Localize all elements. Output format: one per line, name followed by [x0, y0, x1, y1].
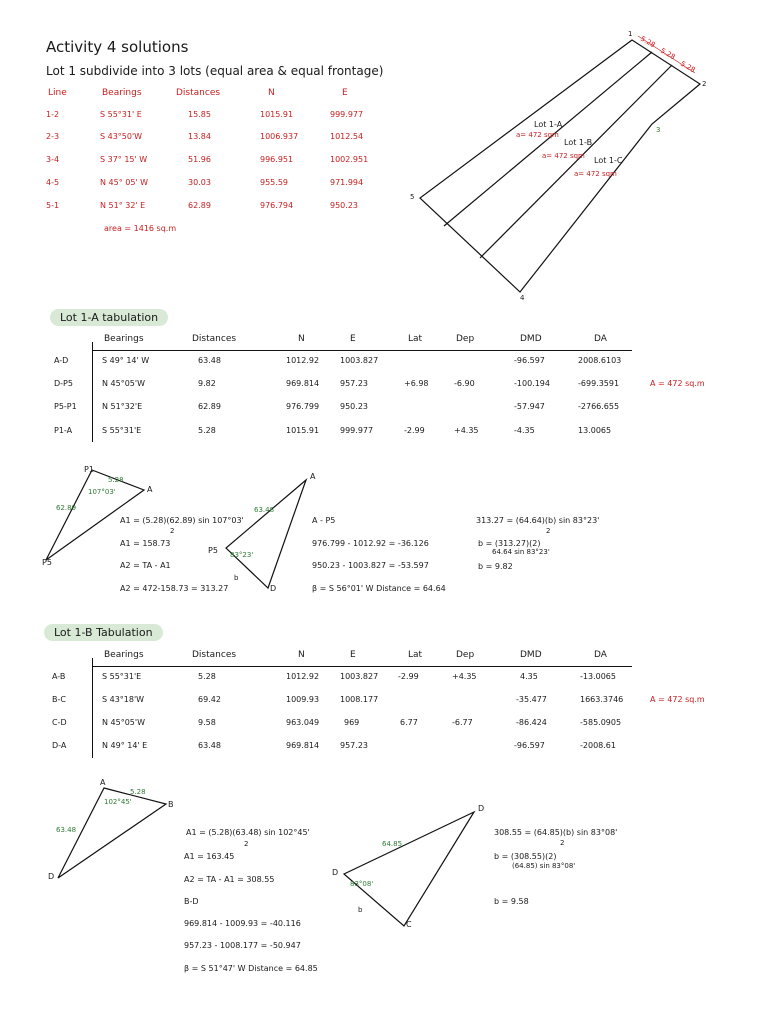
- cell: 1012.54: [330, 132, 364, 141]
- cell: -699.3591: [578, 379, 620, 388]
- cell: -96.597: [514, 356, 545, 365]
- cell: 69.42: [198, 695, 221, 704]
- cell: -2.99: [404, 426, 425, 435]
- cell: S 37° 15' W: [100, 155, 148, 164]
- lot1b-heading: Lot 1-B Tabulation: [44, 624, 163, 641]
- col-e: E: [350, 334, 356, 344]
- cell: 1015.91: [286, 426, 320, 435]
- row-label: D-A: [52, 741, 67, 750]
- cell: -57.947: [514, 402, 545, 411]
- col-line: Line: [48, 88, 67, 98]
- col-dep: Dep: [456, 650, 475, 660]
- calc-line: A1 = 163.45: [184, 852, 235, 861]
- calc-line: 969.814 - 1009.93 = -40.116: [184, 919, 301, 928]
- cell: 969.814: [286, 741, 320, 750]
- angle-label: 102°45': [104, 798, 132, 806]
- lot1b-label: Lot 1-B: [564, 138, 593, 147]
- cell: 955.59: [260, 178, 288, 187]
- vertex-a: A: [100, 778, 106, 787]
- cell: 30.03: [188, 178, 211, 187]
- cell: 13.84: [188, 132, 211, 141]
- calc-line: 64.64 sin 83°23': [492, 548, 550, 556]
- cell: 969.814: [286, 379, 320, 388]
- row-label: P5-P1: [54, 402, 77, 411]
- row-label: D-P5: [54, 379, 73, 388]
- cell: N 51° 32' E: [100, 201, 146, 210]
- col-da: DA: [594, 334, 607, 344]
- cell: 5.28: [198, 426, 216, 435]
- calc-line: 950.23 - 1003.827 = -53.597: [312, 561, 429, 570]
- cell: 963.049: [286, 718, 320, 727]
- cell: 15.85: [188, 110, 211, 119]
- calc-line: 2: [546, 527, 551, 535]
- cell: 999.977: [330, 110, 364, 119]
- cell: -6.90: [454, 379, 475, 388]
- cell: 4.35: [520, 672, 538, 681]
- col-n: N: [268, 88, 275, 98]
- frontage-1: 5.28: [639, 34, 657, 50]
- cell: 1012.92: [286, 672, 320, 681]
- lot1a-area-label: a= 472 sqm: [516, 131, 559, 139]
- lot1b-area-label: a= 472 sqm: [542, 152, 585, 160]
- col-e: E: [342, 88, 348, 98]
- cell: 971.994: [330, 178, 364, 187]
- cell: -86.424: [516, 718, 547, 727]
- calc-line: A - P5: [312, 516, 336, 525]
- corner-label-2: 2: [702, 80, 707, 88]
- cell: -96.597: [514, 741, 545, 750]
- col-dmd: DMD: [520, 650, 542, 660]
- vertex-d: D: [332, 868, 339, 877]
- cell: 999.977: [340, 426, 374, 435]
- page-subtitle: Lot 1 subdivide into 3 lots (equal area & equal frontage): [46, 64, 384, 78]
- cell: 62.89: [188, 201, 211, 210]
- calc-line: (64.85) sin 83°08': [512, 862, 576, 870]
- cell: N 51°32'E: [102, 402, 143, 411]
- cell: -4.35: [514, 426, 535, 435]
- calc-line: A1 = 158.73: [120, 539, 171, 548]
- cell: 1006.937: [260, 132, 299, 141]
- cell: -100.194: [514, 379, 550, 388]
- frontage-2: 5.28: [659, 46, 677, 62]
- cell: 63.48: [198, 741, 221, 750]
- cell: 950.23: [330, 201, 358, 210]
- side-left: 62.89: [56, 504, 77, 512]
- corner-label-5: 5: [410, 193, 415, 201]
- cell: S 55°31'E: [102, 672, 142, 681]
- lot1c-label: Lot 1-C: [594, 156, 623, 165]
- side-b-label: b: [358, 906, 363, 914]
- angle-label: 83°08': [350, 880, 374, 888]
- side-label: 64.85: [382, 840, 403, 848]
- vertex-a: A: [147, 485, 153, 494]
- cell: N 45°05'W: [102, 379, 145, 388]
- cell: 957.23: [340, 741, 368, 750]
- vertex-c: C: [406, 920, 412, 929]
- cell: 3-4: [46, 155, 60, 164]
- cell: 13.0065: [578, 426, 612, 435]
- cell: 9.58: [198, 718, 216, 727]
- cell: 996.951: [260, 155, 294, 164]
- col-lat: Lat: [408, 650, 423, 660]
- cell: 62.89: [198, 402, 221, 411]
- vertex-p5: P5: [42, 558, 52, 567]
- calc-line: 2: [560, 839, 565, 847]
- lot1a-area: A = 472 sq.m: [650, 379, 705, 388]
- calc-line: β = S 51°47' W Distance = 64.85: [184, 964, 318, 973]
- cell: -35.477: [516, 695, 547, 704]
- cell: 1-2: [46, 110, 60, 119]
- cell: 1009.93: [286, 695, 320, 704]
- calc-line: 313.27 = (64.64)(b) sin 83°23': [476, 516, 600, 525]
- calc-line: A2 = 472-158.73 = 313.27: [120, 584, 229, 593]
- calc-line: b = 9.58: [494, 897, 529, 906]
- calc-line: b = (308.55)(2): [494, 852, 557, 861]
- vertex-p1: P1: [84, 465, 94, 474]
- col-e: E: [350, 650, 356, 660]
- side-top: 5.28: [108, 476, 124, 484]
- calc-line: 2: [244, 840, 249, 848]
- cell: 63.48: [198, 356, 221, 365]
- col-distances: Distances: [192, 650, 237, 660]
- vertex-d: D: [478, 804, 485, 813]
- cell: N 45°05'W: [102, 718, 145, 727]
- cell: 976.799: [286, 402, 320, 411]
- vertex-d: D: [270, 584, 277, 593]
- cell: 1003.827: [340, 672, 379, 681]
- calc-line: A1 = (5.28)(62.89) sin 107°03': [120, 516, 244, 525]
- cell: S 43°18'W: [102, 695, 145, 704]
- row-label: A-B: [52, 672, 66, 681]
- cell: S 49° 14' W: [102, 356, 150, 365]
- cell: +6.98: [404, 379, 429, 388]
- cell: -2008.61: [580, 741, 616, 750]
- cell: 5.28: [198, 672, 216, 681]
- angle-label: 107°03': [88, 488, 116, 496]
- cell: 5-1: [46, 201, 60, 210]
- angle-label: 83°23': [230, 551, 254, 559]
- calc-line: A2 = TA - A1: [120, 561, 171, 570]
- col-lat: Lat: [408, 334, 423, 344]
- row-label: C-D: [52, 718, 67, 727]
- lot1a-heading: Lot 1-A tabulation: [50, 309, 168, 326]
- cell: 51.96: [188, 155, 211, 164]
- page-title: Activity 4 solutions: [46, 38, 189, 56]
- cell: 1015.91: [260, 110, 294, 119]
- corner-label-3: 3: [656, 126, 661, 134]
- cell: -2.99: [398, 672, 419, 681]
- cell: 1002.951: [330, 155, 369, 164]
- cell: -6.77: [452, 718, 473, 727]
- lot1b-area: A = 472 sq.m: [650, 695, 705, 704]
- calc-line: B-D: [184, 897, 199, 906]
- calc-line: 2: [170, 527, 175, 535]
- col-bearings: Bearings: [104, 334, 144, 344]
- cell: N 45° 05' W: [100, 178, 149, 187]
- calc-line: 976.799 - 1012.92 = -36.126: [312, 539, 429, 548]
- cell: 957.23: [340, 379, 368, 388]
- row-label: A-D: [54, 356, 69, 365]
- cell: +4.35: [454, 426, 479, 435]
- cell: 2-3: [46, 132, 60, 141]
- frontage-3: 5.28: [679, 59, 697, 75]
- cell: 1012.92: [286, 356, 320, 365]
- side-b-label: b: [234, 574, 239, 582]
- vertex-b: B: [168, 800, 174, 809]
- cell: 4-5: [46, 178, 60, 187]
- row-label: P1-A: [54, 426, 73, 435]
- cell: 9.82: [198, 379, 216, 388]
- cell: 1003.827: [340, 356, 379, 365]
- cell: 6.77: [400, 718, 418, 727]
- cell: -13.0065: [580, 672, 616, 681]
- cell: S 43°50'W: [100, 132, 143, 141]
- col-distances: Distances: [176, 88, 221, 98]
- corner-label-4: 4: [520, 294, 525, 302]
- side-label: 63.48: [254, 506, 275, 514]
- lot1c-area-label: a= 472 sqm: [574, 170, 617, 178]
- calc-line: A1 = (5.28)(63.48) sin 102°45': [186, 828, 310, 837]
- cell: 2008.6103: [578, 356, 622, 365]
- vertex-p5: P5: [208, 546, 218, 555]
- col-n: N: [298, 334, 305, 344]
- col-bearings: Bearings: [104, 650, 144, 660]
- cell: -585.0905: [580, 718, 622, 727]
- calc-line: 308.55 = (64.85)(b) sin 83°08': [494, 828, 618, 837]
- row-label: B-C: [52, 695, 66, 704]
- triangle-d-c-d: [344, 812, 474, 926]
- cell: 1008.177: [340, 695, 379, 704]
- cell: 969: [344, 718, 360, 727]
- cell: S 55°31' E: [100, 110, 142, 119]
- corner-label-1: 1: [628, 30, 633, 38]
- col-distances: Distances: [192, 334, 237, 344]
- vertex-a: A: [310, 472, 316, 481]
- vertex-d: D: [48, 872, 55, 881]
- side-top: 5.28: [130, 788, 146, 796]
- calc-line: 957.23 - 1008.177 = -50.947: [184, 941, 301, 950]
- calc-line: β = S 56°01' W Distance = 64.64: [312, 584, 446, 593]
- col-n: N: [298, 650, 305, 660]
- cell: 1663.3746: [580, 695, 624, 704]
- side-left: 63.48: [56, 826, 77, 834]
- col-dep: Dep: [456, 334, 475, 344]
- cell: 950.23: [340, 402, 368, 411]
- cell: N 49° 14' E: [102, 741, 148, 750]
- cell: 976.794: [260, 201, 294, 210]
- col-bearings: Bearings: [102, 88, 142, 98]
- cell: +4.35: [452, 672, 477, 681]
- col-dmd: DMD: [520, 334, 542, 344]
- lot1-area: area = 1416 sq.m: [104, 224, 177, 233]
- cell: -2766.655: [578, 402, 620, 411]
- calc-line: b = 9.82: [478, 562, 513, 571]
- calc-line: A2 = TA - A1 = 308.55: [184, 875, 275, 884]
- calc-line: b = (313.27)(2): [478, 539, 541, 548]
- cell: S 55°31'E: [102, 426, 142, 435]
- lot1a-label: Lot 1-A: [534, 120, 563, 129]
- col-da: DA: [594, 650, 607, 660]
